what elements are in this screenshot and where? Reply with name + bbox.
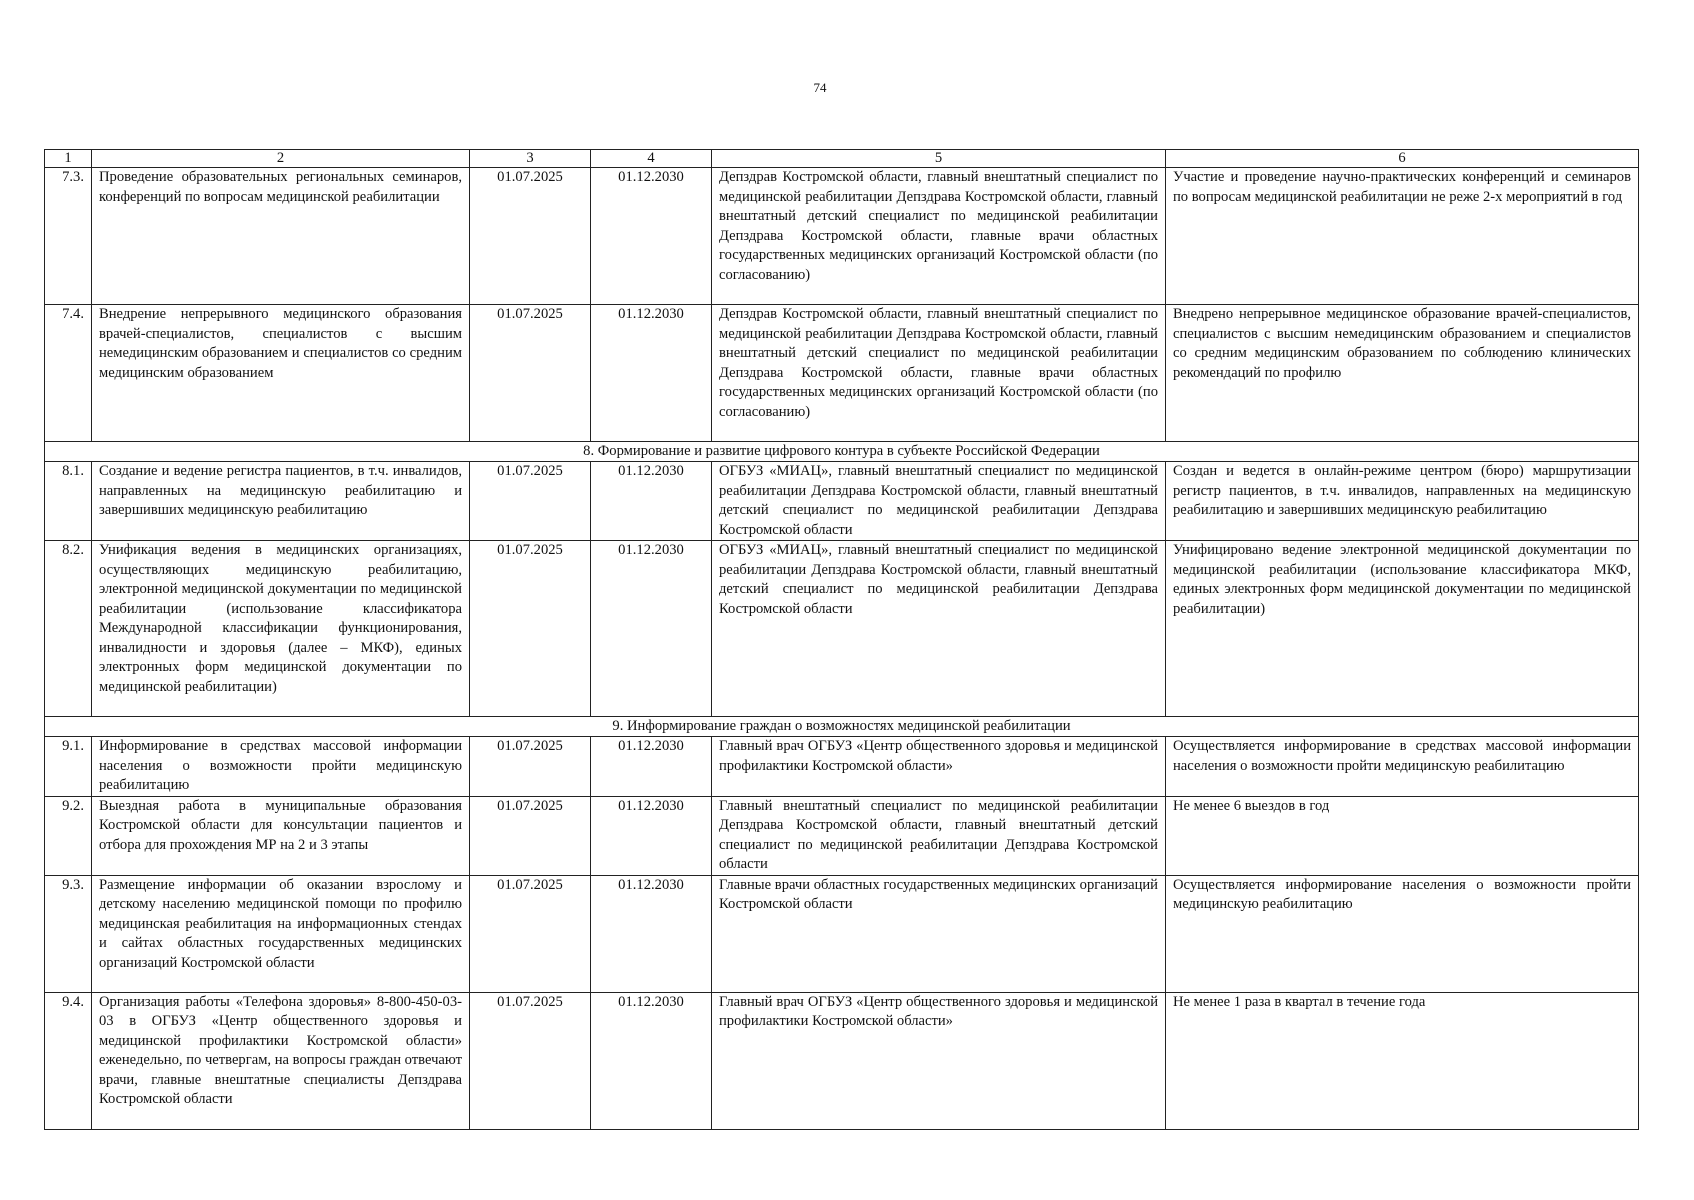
item-start-date: 01.07.2025 bbox=[470, 737, 591, 797]
table-row bbox=[45, 168, 1639, 305]
item-number: 9.4. bbox=[45, 992, 92, 1129]
column-number-5: 5 bbox=[712, 150, 1166, 168]
column-number-1: 1 bbox=[45, 150, 92, 168]
column-number-3: 3 bbox=[470, 150, 591, 168]
table-row bbox=[45, 541, 1639, 717]
item-end-date: 01.12.2030 bbox=[591, 168, 712, 305]
item-result: Осуществляется информирование населения о возможности пройти медицинскую реабилитацию bbox=[1166, 875, 1639, 992]
item-end-date: 01.12.2030 bbox=[591, 462, 712, 541]
item-result: Внедрено непрерывное медицинское образование врачей-специалистов, специалистов с высшим немедицинским образованием и специалистов со средним медицинским образованием по соблюдению клинических рекомендаций по профилю bbox=[1166, 305, 1639, 442]
section-header-row bbox=[45, 442, 1639, 462]
item-result: Не менее 6 выездов в год bbox=[1166, 796, 1639, 875]
item-end-date: 01.12.2030 bbox=[591, 875, 712, 992]
item-end-date: 01.12.2030 bbox=[591, 305, 712, 442]
item-responsible: Главный внештатный специалист по медицинской реабилитации Депздрава Костромской области, главный внештатный детский специалист по медицинской реабилитации Депздрава Костромской области bbox=[712, 796, 1166, 875]
item-start-date: 01.07.2025 bbox=[470, 305, 591, 442]
item-responsible: ОГБУЗ «МИАЦ», главный внештатный специалист по медицинской реабилитации Депздрава Костромской области, главный внештатный детский специалист по медицинской реабилитации Депздрава Костромской области bbox=[712, 462, 1166, 541]
item-end-date: 01.12.2030 bbox=[591, 541, 712, 717]
item-result: Осуществляется информирование в средствах массовой информации населения о возможности пройти медицинскую реабилитацию bbox=[1166, 737, 1639, 797]
item-action: Размещение информации об оказании взрослому и детскому населению медицинской помощи по профилю медицинская реабилитация на информационных стендах и сайтах областных государственных медицинских организаций Костромской области bbox=[92, 875, 470, 992]
item-action: Внедрение непрерывного медицинского образования врачей-специалистов, специалистов с высшим немедицинским образованием и специалистов со средним медицинским образованием bbox=[92, 305, 470, 442]
item-action: Выездная работа в муниципальные образования Костромской области для консультации пациентов и отбора для прохождения МР на 2 и 3 этапы bbox=[92, 796, 470, 875]
item-responsible: Депздрав Костромской области, главный внештатный специалист по медицинской реабилитации Депздрава Костромской области, главный внештатный детский специалист по медицинской реабилитации Депздрава Костромской области, главные врачи областных государственных медицинских организаций Костромской области (по согласованию) bbox=[712, 305, 1166, 442]
item-result: Унифицировано ведение электронной медицинской документации по медицинской реабилитации (использование классификатора МКФ, единых электронных форм медицинской документации по медицинской реабилитации) bbox=[1166, 541, 1639, 717]
item-number: 9.1. bbox=[45, 737, 92, 797]
item-start-date: 01.07.2025 bbox=[470, 462, 591, 541]
item-result: Создан и ведется в онлайн-режиме центром (бюро) маршрутизации регистр пациентов, в т.ч. инвалидов, направленных на медицинскую реабилитацию и завершивших медицинскую реабилитацию bbox=[1166, 462, 1639, 541]
item-number: 8.2. bbox=[45, 541, 92, 717]
item-number: 9.2. bbox=[45, 796, 92, 875]
column-number-2: 2 bbox=[92, 150, 470, 168]
table-row bbox=[45, 796, 1639, 875]
item-action: Создание и ведение регистра пациентов, в т.ч. инвалидов, направленных на медицинскую реабилитацию и завершивших медицинскую реабилитацию bbox=[92, 462, 470, 541]
item-number: 8.1. bbox=[45, 462, 92, 541]
column-number-6: 6 bbox=[1166, 150, 1639, 168]
table-row bbox=[45, 992, 1639, 1129]
item-action: Унификация ведения в медицинских организациях, осуществляющих медицинскую реабилитацию, электронной медицинской документации по медицинской реабилитации (использование классификатора Международной классификации функционирования, инвалидности и здоровья (далее – МКФ), единых электронных форм медицинской документации по медицинской реабилитации) bbox=[92, 541, 470, 717]
column-number-row bbox=[45, 150, 1639, 168]
item-result: Участие и проведение научно-практических конференций и семинаров по вопросам медицинской реабилитации не реже 2-х мероприятий в год bbox=[1166, 168, 1639, 305]
section-title: 9. Информирование граждан о возможностях медицинской реабилитации bbox=[45, 717, 1639, 737]
table-row bbox=[45, 875, 1639, 992]
column-number-4: 4 bbox=[591, 150, 712, 168]
section-header-row bbox=[45, 717, 1639, 737]
item-responsible: ОГБУЗ «МИАЦ», главный внештатный специалист по медицинской реабилитации Депздрава Костромской области, главный внештатный детский специалист по медицинской реабилитации Депздрава Костромской области bbox=[712, 541, 1166, 717]
item-start-date: 01.07.2025 bbox=[470, 541, 591, 717]
item-number: 7.3. bbox=[45, 168, 92, 305]
item-end-date: 01.12.2030 bbox=[591, 737, 712, 797]
action-plan-table bbox=[44, 149, 1639, 1130]
item-responsible: Главный врач ОГБУЗ «Центр общественного здоровья и медицинской профилактики Костромской области» bbox=[712, 992, 1166, 1129]
item-action: Информирование в средствах массовой информации населения о возможности пройти медицинскую реабилитацию bbox=[92, 737, 470, 797]
item-responsible: Депздрав Костромской области, главный внештатный специалист по медицинской реабилитации Депздрава Костромской области, главный внештатный детский специалист по медицинской реабилитации Депздрава Костромской области, главные врачи областных государственных медицинских организаций Костромской области (по согласованию) bbox=[712, 168, 1166, 305]
item-action: Проведение образовательных региональных семинаров, конференций по вопросам медицинской реабилитации bbox=[92, 168, 470, 305]
item-number: 9.3. bbox=[45, 875, 92, 992]
item-start-date: 01.07.2025 bbox=[470, 168, 591, 305]
item-number: 7.4. bbox=[45, 305, 92, 442]
section-title: 8. Формирование и развитие цифрового контура в субъекте Российской Федерации bbox=[45, 442, 1639, 462]
page-number: 74 bbox=[813, 80, 827, 95]
item-responsible: Главные врачи областных государственных медицинских организаций Костромской области bbox=[712, 875, 1166, 992]
item-end-date: 01.12.2030 bbox=[591, 796, 712, 875]
item-responsible: Главный врач ОГБУЗ «Центр общественного здоровья и медицинской профилактики Костромской области» bbox=[712, 737, 1166, 797]
item-start-date: 01.07.2025 bbox=[470, 875, 591, 992]
item-action: Организация работы «Телефона здоровья» 8-800-450-03-03 в ОГБУЗ «Центр общественного здоровья и медицинской профилактики Костромской области» еженедельно, по четвергам, на вопросы граждан отвечают врачи, главные внештатные специалисты Депздрава Костромской области bbox=[92, 992, 470, 1129]
table-row bbox=[45, 462, 1639, 541]
item-start-date: 01.07.2025 bbox=[470, 796, 591, 875]
table-row bbox=[45, 305, 1639, 442]
item-start-date: 01.07.2025 bbox=[470, 992, 591, 1129]
table-row bbox=[45, 737, 1639, 797]
item-end-date: 01.12.2030 bbox=[591, 992, 712, 1129]
item-result: Не менее 1 раза в квартал в течение года bbox=[1166, 992, 1639, 1129]
